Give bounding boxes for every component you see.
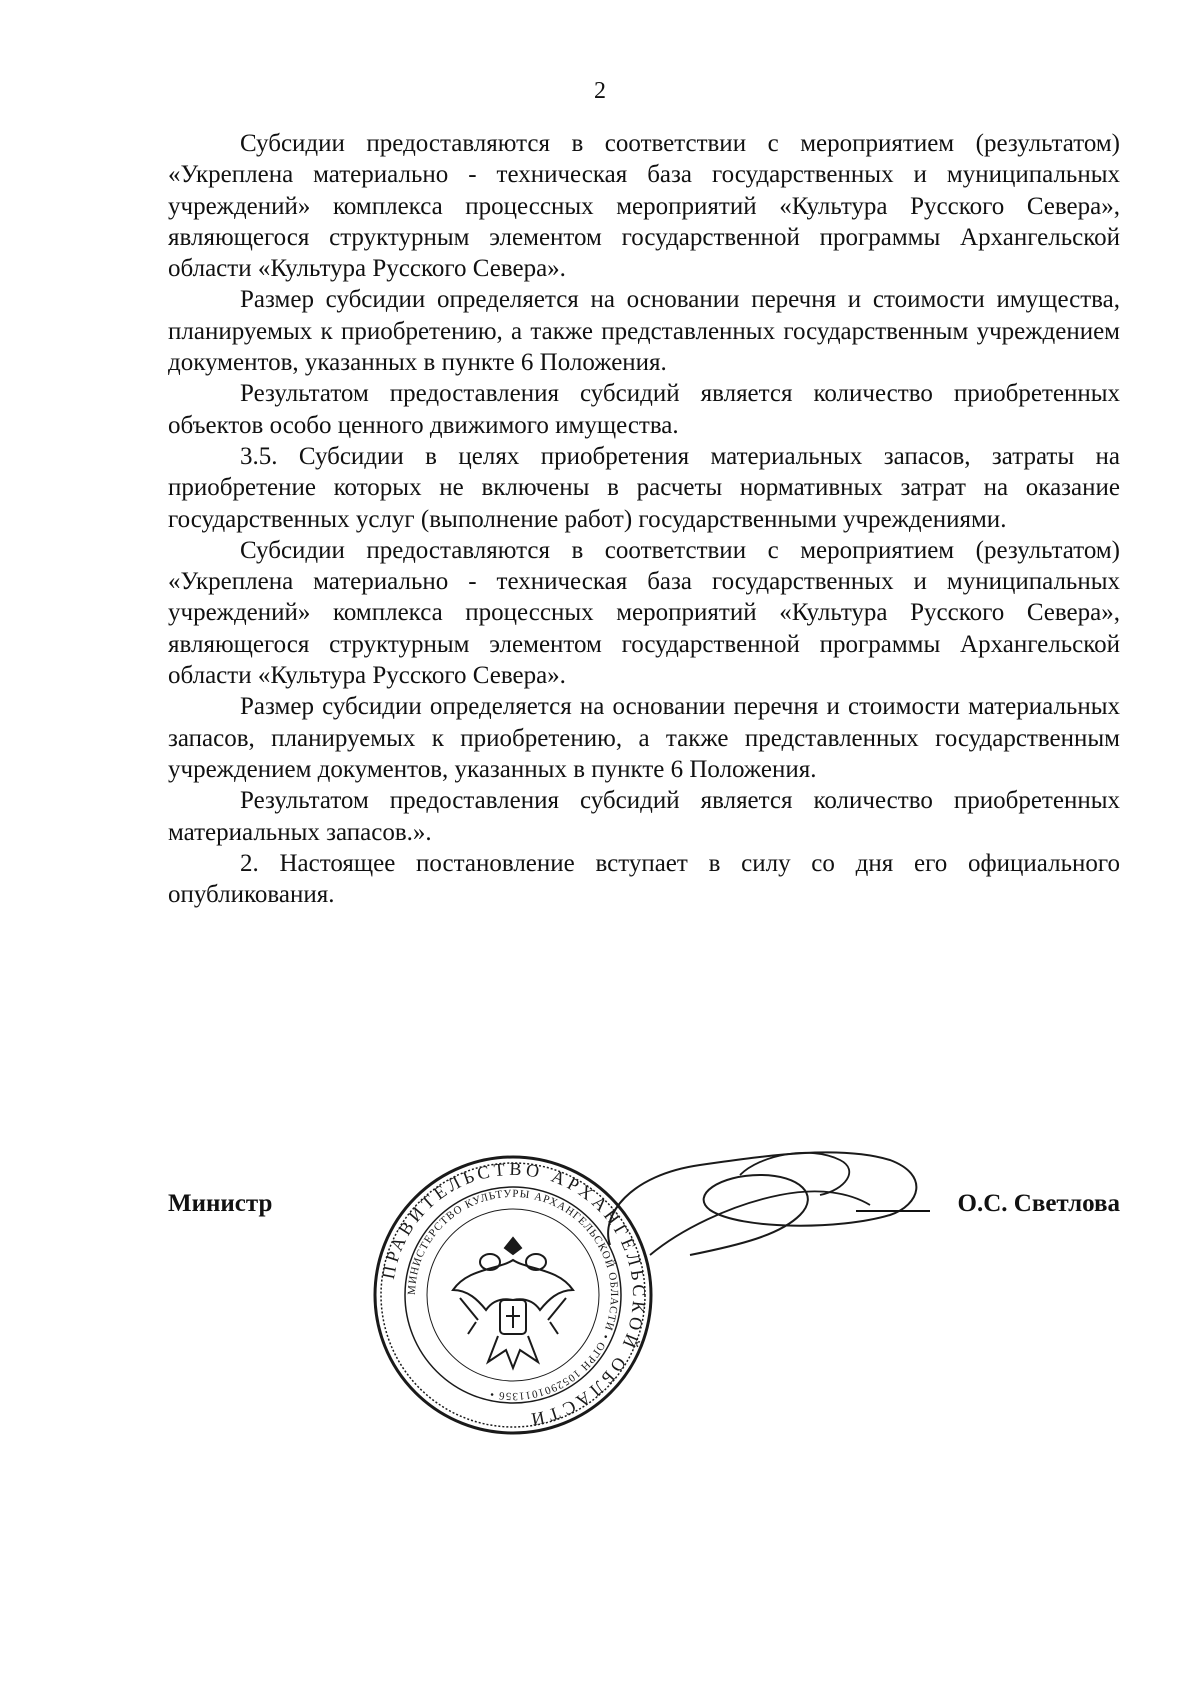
paragraph-subsidies-materials-basis: Субсидии предоставляются в соответствии с мероприятием (результатом) «Укреплена материально - техническая база государственных и муниципальных учреждений» комплекса процессных мероприятий «Культура Русского Севера», являющегося структурным элементом государственной программы Архангельской области «Культура Русского Севера». <box>168 536 1120 690</box>
paragraph-subsidies-property-result: Результатом предоставления субсидий является количество приобретенных объектов особо ценного движимого имущества. <box>168 380 1120 439</box>
seal-inner-text: МИНИСТЕРСТВО КУЛЬТУРЫ АРХАНГЕЛЬСКОЙ ОБЛАСТИ • ОГРН 1052901011356 • <box>405 1187 621 1403</box>
paragraph-subsidies-materials-result: Результатом предоставления субсидий является количество приобретенных материальных запасов.». <box>168 787 1120 846</box>
paragraph-section-3-5: 3.5. Субсидии в целях приобретения материальных запасов, затраты на приобретение которых не включены в расчеты нормативных затрат на оказание государственных услуг (выполнение работ) государственными учреждениями. <box>168 442 1120 533</box>
paragraph-subsidies-property-size: Размер субсидии определяется на основании перечня и стоимости имущества, планируемых к приобретению, а также представленных государственным учреждением документов, указанных в пункте 6 Положения. <box>168 286 1120 377</box>
paragraph-subsidies-materials-size: Размер субсидии определяется на основании перечня и стоимости материальных запасов, планируемых к приобретению, а также представленных государственным учреждением документов, указанных в пункте 6 Положения. <box>168 693 1120 783</box>
paragraph-effective-date: 2. Настоящее постановление вступает в силу со дня его официального опубликования. <box>168 849 1120 909</box>
document-body <box>168 128 1120 910</box>
paragraph-subsidies-property-basis: Субсидии предоставляются в соответствии с мероприятием (результатом) «Укреплена материально - техническая база государственных и муниципальных учреждений» комплекса процессных мероприятий «Культура Русского Севера», являющегося структурным элементом государственной программы Архангельской области «Культура Русского Севера». <box>168 130 1120 283</box>
signatory-name: О.С. Светлова <box>957 1190 1120 1217</box>
seal-outer-text: ПРАВИТЕЛЬСТВО АРХАНГЕЛЬСКОЙ ОБЛАСТИ <box>377 1158 650 1431</box>
signatory-title: Министр <box>168 1190 273 1217</box>
page-number: 2 <box>594 78 606 104</box>
signature-block <box>168 1190 1120 1230</box>
eagle-emblem-icon <box>453 1238 573 1368</box>
